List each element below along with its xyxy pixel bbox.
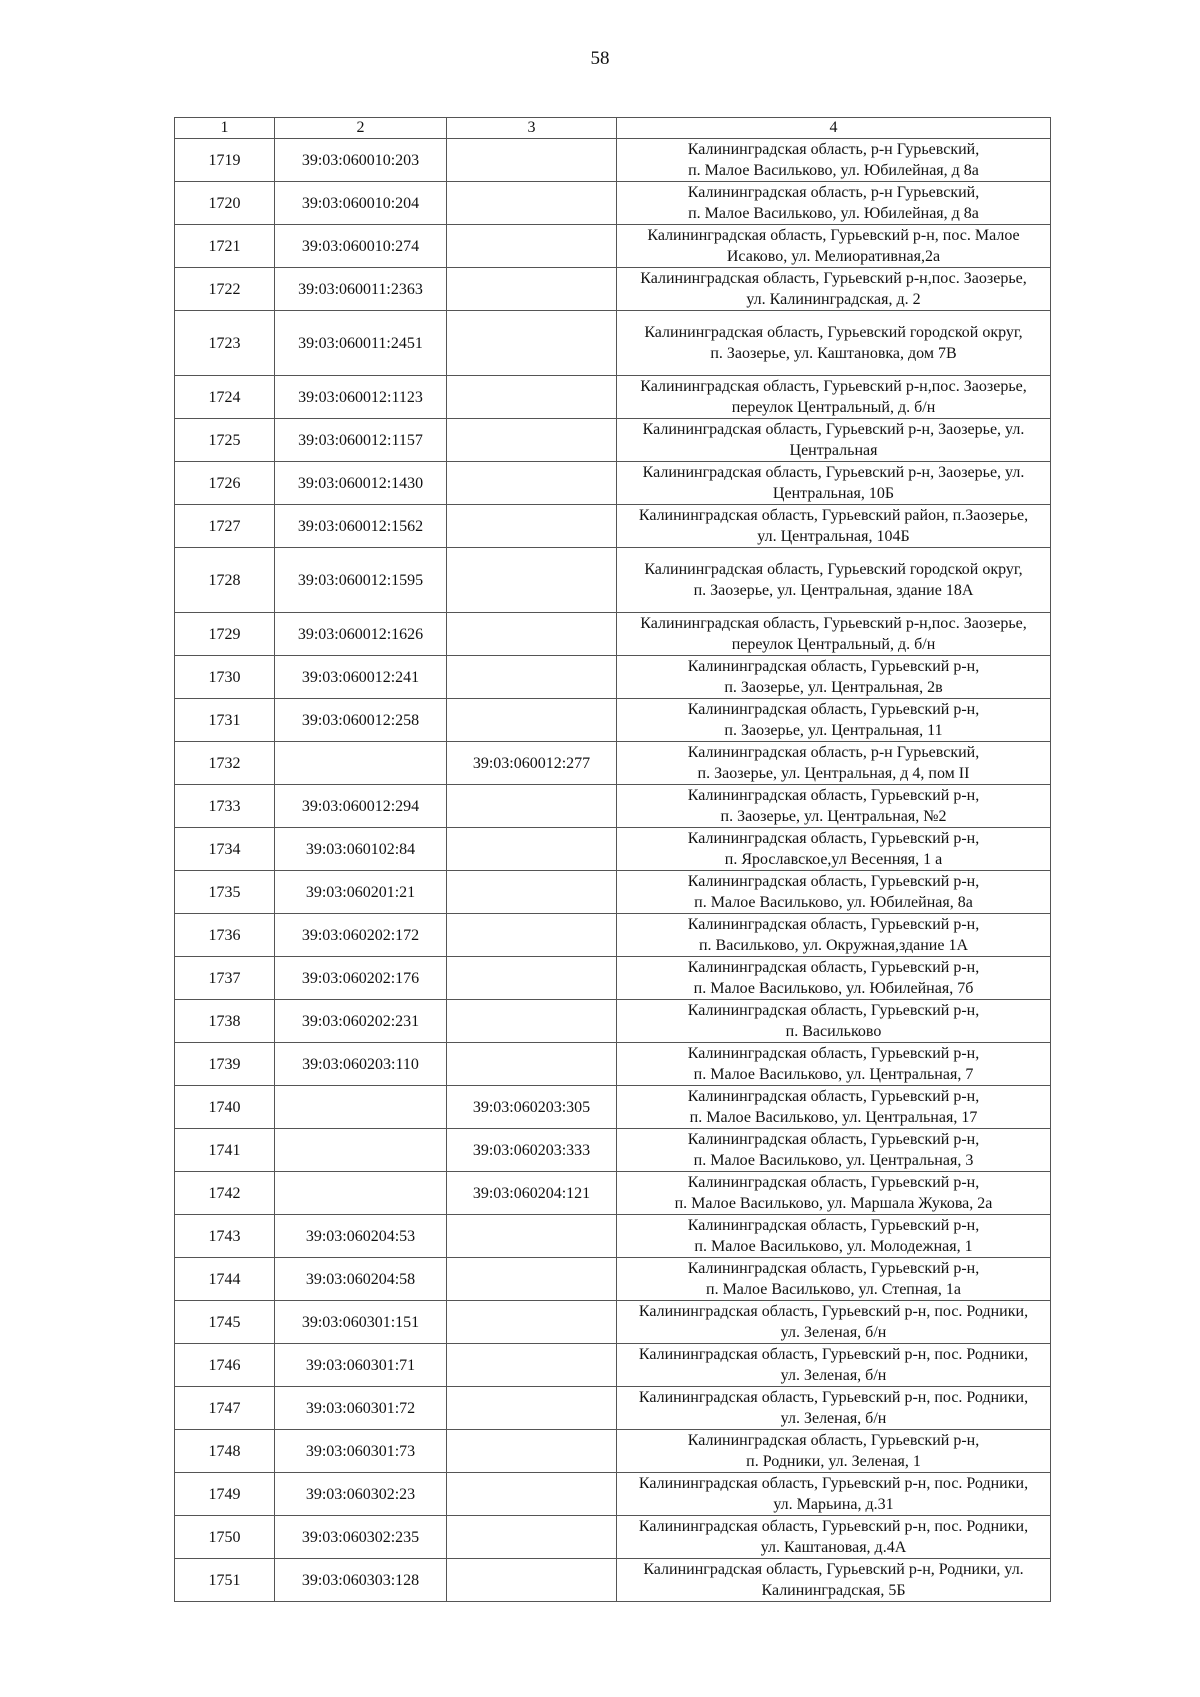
table-row [175, 656, 1051, 699]
table-row [175, 828, 1051, 871]
cadastral-number-cell [275, 1129, 447, 1172]
address-cell [617, 914, 1051, 957]
table-row [175, 376, 1051, 419]
related-cadastral-number-cell [447, 548, 617, 613]
cadastral-number-cell: 39:03:060301:71 [275, 1344, 447, 1387]
row-number-cell: 1751 [175, 1559, 275, 1602]
address-cell [617, 1387, 1051, 1430]
address-line: п. Васильково, ул. Окружная,здание 1А [698, 937, 968, 954]
row-number-cell: 1725 [175, 419, 275, 462]
address-cell [617, 1430, 1051, 1473]
row-number-cell: 1732 [175, 742, 275, 785]
address-cell [617, 957, 1051, 1000]
cadastral-number-cell: 39:03:060102:84 [275, 828, 447, 871]
table-row [175, 268, 1051, 311]
cadastral-number-cell: 39:03:060010:204 [275, 182, 447, 225]
cadastral-number-cell: 39:03:060204:58 [275, 1258, 447, 1301]
cadastral-number-cell: 39:03:060301:73 [275, 1430, 447, 1473]
address-cell [617, 742, 1051, 785]
address-line: Калининградская область, Гурьевский р-н,пос. Заозерье, [640, 270, 1027, 287]
table-row [175, 182, 1051, 225]
address-cell [617, 505, 1051, 548]
address-cell [617, 1215, 1051, 1258]
address-cell [617, 1043, 1051, 1086]
address-cell [617, 1086, 1051, 1129]
related-cadastral-number-cell [447, 139, 617, 182]
related-cadastral-number-cell [447, 268, 617, 311]
address-line: Калининградская область, Гурьевский городской округ, [644, 561, 1023, 578]
address-cell [617, 1516, 1051, 1559]
address-line: п. Малое Васильково, ул. Молодежная, 1 [694, 1238, 973, 1255]
cadastral-number-cell: 39:03:060010:203 [275, 139, 447, 182]
address-line: ул. Зеленая, б/н [780, 1410, 887, 1427]
address-line: ул. Марьина, д.31 [773, 1496, 894, 1513]
address-cell [617, 828, 1051, 871]
address-line: Калининградская область, Гурьевский район, п.Заозерье, [638, 507, 1029, 524]
cadastral-number-cell: 39:03:060012:1430 [275, 462, 447, 505]
address-line: п. Малое Васильково, ул. Юбилейная, 7б [693, 980, 974, 997]
address-line: п. Малое Васильково, ул. Юбилейная, 8а [694, 894, 973, 911]
address-line: п. Заозерье, ул. Центральная, здание 18А [693, 582, 974, 599]
related-cadastral-number-cell [447, 1000, 617, 1043]
address-line: Калининградская область, Гурьевский р-н, пос. Родники, [638, 1389, 1029, 1406]
row-number-cell: 1746 [175, 1344, 275, 1387]
cadastral-number-cell: 39:03:060011:2451 [275, 311, 447, 376]
address-line: Калининградская область, Гурьевский р-н, пос. Родники, [638, 1475, 1029, 1492]
related-cadastral-number-cell [447, 419, 617, 462]
cadastral-number-cell: 39:03:060012:294 [275, 785, 447, 828]
header-col-1: 1 [175, 118, 275, 139]
address-cell [617, 871, 1051, 914]
address-cell [617, 462, 1051, 505]
table-row [175, 1215, 1051, 1258]
row-number-cell: 1733 [175, 785, 275, 828]
row-number-cell: 1747 [175, 1387, 275, 1430]
address-line: Калининградская область, Гурьевский р-н, Заозерье, ул. [642, 421, 1025, 438]
address-line: Калининградская область, Гурьевский р-н, пос. Родники, [638, 1303, 1029, 1320]
related-cadastral-number-cell [447, 828, 617, 871]
address-line: Калининградская область, Гурьевский р-н, [687, 1217, 980, 1234]
related-cadastral-number-cell [447, 785, 617, 828]
cadastral-number-cell [275, 1172, 447, 1215]
page-number: 58 [590, 48, 610, 69]
address-line: Калининградская, 5Б [761, 1582, 906, 1599]
row-number-cell: 1730 [175, 656, 275, 699]
address-line: Калининградская область, Гурьевский р-н, [687, 1002, 980, 1019]
related-cadastral-number-cell [447, 376, 617, 419]
address-cell [617, 1559, 1051, 1602]
table-row [175, 462, 1051, 505]
address-cell [617, 1301, 1051, 1344]
related-cadastral-number-cell [447, 182, 617, 225]
address-line: Калининградская область, Гурьевский р-н, [687, 1432, 980, 1449]
address-line: Калининградская область, р-н Гурьевский, [687, 141, 980, 158]
row-number-cell: 1740 [175, 1086, 275, 1129]
table-row [175, 1000, 1051, 1043]
table-row [175, 871, 1051, 914]
related-cadastral-number-cell [447, 1043, 617, 1086]
row-number-cell: 1734 [175, 828, 275, 871]
table-body [175, 139, 1051, 1602]
address-line: п. Родники, ул. Зеленая, 1 [746, 1453, 921, 1470]
address-line: Калининградская область, Гурьевский р-н, [687, 916, 980, 933]
address-line: п. Малое Васильково, ул. Юбилейная, д 8а [688, 162, 979, 179]
address-cell [617, 1344, 1051, 1387]
related-cadastral-number-cell [447, 656, 617, 699]
cadastral-number-cell: 39:03:060011:2363 [275, 268, 447, 311]
row-number-cell: 1745 [175, 1301, 275, 1344]
address-line: Калининградская область, Гурьевский р-н, [687, 658, 980, 675]
row-number-cell: 1729 [175, 613, 275, 656]
related-cadastral-number-cell: 39:03:060012:277 [447, 742, 617, 785]
address-cell [617, 699, 1051, 742]
cadastral-number-cell: 39:03:060012:241 [275, 656, 447, 699]
cadastral-number-cell [275, 1086, 447, 1129]
related-cadastral-number-cell: 39:03:060204:121 [447, 1172, 617, 1215]
address-line: ул. Центральная, 104Б [757, 528, 910, 545]
address-line: п. Малое Васильково, ул. Маршала Жукова, 2а [674, 1195, 993, 1212]
cadastral-number-cell: 39:03:060302:235 [275, 1516, 447, 1559]
address-line: п. Ярославское,ул Весенняя, 1 а [724, 851, 943, 868]
row-number-cell: 1743 [175, 1215, 275, 1258]
row-number-cell: 1738 [175, 1000, 275, 1043]
address-cell [617, 419, 1051, 462]
cadastral-number-cell: 39:03:060303:128 [275, 1559, 447, 1602]
address-cell [617, 1473, 1051, 1516]
address-line: переулок Центральный, д. б/н [731, 399, 936, 416]
row-number-cell: 1741 [175, 1129, 275, 1172]
row-number-cell: 1739 [175, 1043, 275, 1086]
table-row [175, 613, 1051, 656]
table-header-row [175, 118, 1051, 139]
cadastral-number-cell: 39:03:060012:258 [275, 699, 447, 742]
related-cadastral-number-cell [447, 1516, 617, 1559]
address-line: Калининградская область, р-н Гурьевский, [687, 184, 980, 201]
table-row [175, 1086, 1051, 1129]
related-cadastral-number-cell [447, 1258, 617, 1301]
address-line: переулок Центральный, д. б/н [731, 636, 936, 653]
related-cadastral-number-cell [447, 1344, 617, 1387]
address-line: Калининградская область, Гурьевский р-н, [687, 959, 980, 976]
related-cadastral-number-cell [447, 505, 617, 548]
table-row [175, 1516, 1051, 1559]
address-line: Калининградская область, Гурьевский р-н, Родники, ул. [643, 1561, 1024, 1578]
related-cadastral-number-cell [447, 1430, 617, 1473]
related-cadastral-number-cell [447, 1301, 617, 1344]
table-row [175, 139, 1051, 182]
row-number-cell: 1728 [175, 548, 275, 613]
header-col-3: 3 [447, 118, 617, 139]
address-cell [617, 139, 1051, 182]
related-cadastral-number-cell [447, 1387, 617, 1430]
address-cell [617, 613, 1051, 656]
cadastral-number-cell: 39:03:060301:72 [275, 1387, 447, 1430]
address-line: Калининградская область, р-н Гурьевский, [687, 744, 980, 761]
address-line: Калининградская область, Гурьевский городской округ, [644, 324, 1023, 341]
table-row [175, 1258, 1051, 1301]
related-cadastral-number-cell [447, 311, 617, 376]
row-number-cell: 1742 [175, 1172, 275, 1215]
cadastral-number-cell: 39:03:060012:1562 [275, 505, 447, 548]
address-cell [617, 548, 1051, 613]
row-number-cell: 1737 [175, 957, 275, 1000]
row-number-cell: 1731 [175, 699, 275, 742]
cadastral-number-cell: 39:03:060012:1123 [275, 376, 447, 419]
address-line: п. Заозерье, ул. Центральная, №2 [720, 808, 947, 825]
row-number-cell: 1719 [175, 139, 275, 182]
address-line: п. Малое Васильково, ул. Центральная, 3 [693, 1152, 974, 1169]
cadastral-number-cell [275, 742, 447, 785]
related-cadastral-number-cell [447, 1473, 617, 1516]
row-number-cell: 1721 [175, 225, 275, 268]
address-line: п. Заозерье, ул. Центральная, д 4, пом II [697, 765, 970, 782]
address-line: Калининградская область, Гурьевский р-н, [687, 1174, 980, 1191]
cadastral-number-cell: 39:03:060202:172 [275, 914, 447, 957]
table-row [175, 1129, 1051, 1172]
address-cell [617, 182, 1051, 225]
table-row [175, 1301, 1051, 1344]
address-line: Калининградская область, Гурьевский р-н, [687, 873, 980, 890]
address-cell [617, 785, 1051, 828]
address-line: п. Малое Васильково, ул. Центральная, 17 [689, 1109, 978, 1126]
address-line: п. Заозерье, ул. Центральная, 11 [724, 722, 943, 739]
related-cadastral-number-cell [447, 914, 617, 957]
address-line: Центральная, 10Б [772, 485, 895, 502]
related-cadastral-number-cell [447, 1215, 617, 1258]
address-line: Калининградская область, Гурьевский р-н, [687, 701, 980, 718]
header-col-4: 4 [617, 118, 1051, 139]
row-number-cell: 1724 [175, 376, 275, 419]
related-cadastral-number-cell [447, 1559, 617, 1602]
address-cell [617, 311, 1051, 376]
address-line: Калининградская область, Гурьевский р-н, [687, 1045, 980, 1062]
related-cadastral-number-cell: 39:03:060203:333 [447, 1129, 617, 1172]
address-line: Калининградская область, Гурьевский р-н, Заозерье, ул. [642, 464, 1025, 481]
table-row [175, 957, 1051, 1000]
table-row [175, 785, 1051, 828]
row-number-cell: 1749 [175, 1473, 275, 1516]
cadastral-number-cell: 39:03:060012:1595 [275, 548, 447, 613]
row-number-cell: 1720 [175, 182, 275, 225]
cadastral-number-cell: 39:03:060202:231 [275, 1000, 447, 1043]
address-line: ул. Калининградская, д. 2 [746, 291, 921, 308]
row-number-cell: 1736 [175, 914, 275, 957]
table-row [175, 311, 1051, 376]
address-line: Центральная [789, 442, 878, 459]
row-number-cell: 1735 [175, 871, 275, 914]
table-row [175, 1344, 1051, 1387]
related-cadastral-number-cell [447, 871, 617, 914]
address-cell [617, 1000, 1051, 1043]
table-row [175, 548, 1051, 613]
row-number-cell: 1723 [175, 311, 275, 376]
address-line: Калининградская область, Гурьевский р-н, [687, 1260, 980, 1277]
address-cell [617, 1172, 1051, 1215]
table-row [175, 742, 1051, 785]
address-line: Калининградская область, Гурьевский р-н, пос. Родники, [638, 1518, 1029, 1535]
address-cell [617, 656, 1051, 699]
header-col-2: 2 [275, 118, 447, 139]
row-number-cell: 1722 [175, 268, 275, 311]
address-cell [617, 1129, 1051, 1172]
address-line: Калининградская область, Гурьевский р-н, [687, 787, 980, 804]
address-line: Исаково, ул. Мелиоративная,2а [726, 248, 941, 265]
address-line: п. Малое Васильково, ул. Центральная, 7 [693, 1066, 974, 1083]
address-line: ул. Зеленая, б/н [780, 1324, 887, 1341]
row-number-cell: 1750 [175, 1516, 275, 1559]
address-line: п. Васильково [785, 1023, 882, 1040]
address-line: ул. Каштановая, д.4А [760, 1539, 907, 1556]
row-number-cell: 1727 [175, 505, 275, 548]
address-line: Калининградская область, Гурьевский р-н, [687, 1131, 980, 1148]
related-cadastral-number-cell: 39:03:060203:305 [447, 1086, 617, 1129]
address-line: Калининградская область, Гурьевский р-н, пос. Родники, [638, 1346, 1029, 1363]
cadastral-number-cell: 39:03:060204:53 [275, 1215, 447, 1258]
cadastral-number-cell: 39:03:060010:274 [275, 225, 447, 268]
address-line: п. Малое Васильково, ул. Степная, 1а [706, 1281, 961, 1298]
address-cell [617, 268, 1051, 311]
cadastral-number-cell: 39:03:060203:110 [275, 1043, 447, 1086]
address-line: Калининградская область, Гурьевский р-н, пос. Малое [647, 227, 1020, 244]
table-row [175, 1473, 1051, 1516]
address-line: ул. Зеленая, б/н [780, 1367, 887, 1384]
table-row [175, 699, 1051, 742]
cadastral-number-cell: 39:03:060202:176 [275, 957, 447, 1000]
row-number-cell: 1744 [175, 1258, 275, 1301]
row-number-cell: 1726 [175, 462, 275, 505]
address-cell [617, 225, 1051, 268]
table-row [175, 225, 1051, 268]
related-cadastral-number-cell [447, 957, 617, 1000]
table-row [175, 1172, 1051, 1215]
address-cell [617, 376, 1051, 419]
related-cadastral-number-cell [447, 699, 617, 742]
table-row [175, 1430, 1051, 1473]
address-line: Калининградская область, Гурьевский р-н,пос. Заозерье, [640, 615, 1027, 632]
cadastral-number-cell: 39:03:060012:1157 [275, 419, 447, 462]
row-number-cell: 1748 [175, 1430, 275, 1473]
cadastral-number-cell: 39:03:060302:23 [275, 1473, 447, 1516]
table-row [175, 505, 1051, 548]
cadastral-number-cell: 39:03:060301:151 [275, 1301, 447, 1344]
table-row [175, 419, 1051, 462]
table-row [175, 1559, 1051, 1602]
address-line: п. Малое Васильково, ул. Юбилейная, д 8а [688, 205, 979, 222]
table-row [175, 1387, 1051, 1430]
address-line: Калининградская область, Гурьевский р-н, [687, 830, 980, 847]
address-line: п. Заозерье, ул. Каштановка, дом 7В [710, 345, 957, 362]
table-row [175, 914, 1051, 957]
related-cadastral-number-cell [447, 613, 617, 656]
related-cadastral-number-cell [447, 225, 617, 268]
related-cadastral-number-cell [447, 462, 617, 505]
address-line: Калининградская область, Гурьевский р-н, [687, 1088, 980, 1105]
address-line: Калининградская область, Гурьевский р-н,пос. Заозерье, [640, 378, 1027, 395]
cadastral-number-cell: 39:03:060201:21 [275, 871, 447, 914]
address-cell [617, 1258, 1051, 1301]
address-line: п. Заозерье, ул. Центральная, 2в [724, 679, 943, 696]
cadastral-table [174, 117, 1051, 1602]
table-row [175, 1043, 1051, 1086]
cadastral-number-cell: 39:03:060012:1626 [275, 613, 447, 656]
